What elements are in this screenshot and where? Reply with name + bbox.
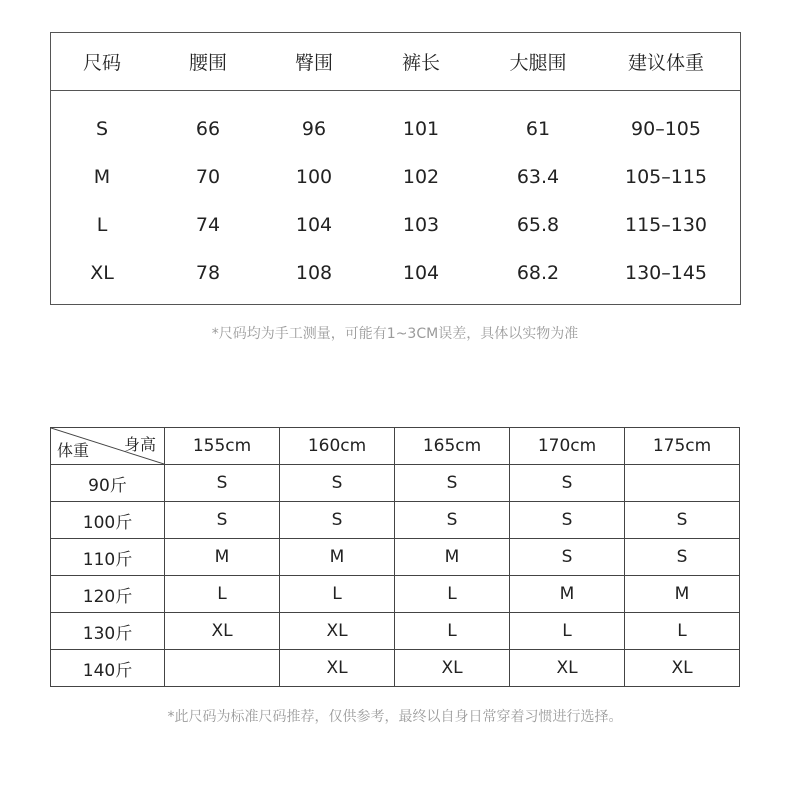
size-recommendation: XL	[280, 650, 395, 687]
hip-cell: 100	[295, 166, 333, 188]
size-recommendation: M	[165, 539, 280, 576]
size-recommendation: S	[395, 465, 510, 502]
size-recommendation	[165, 650, 280, 687]
weight-label: 130斤	[51, 613, 165, 650]
size-cell: L	[96, 214, 108, 236]
height-header: 155cm	[165, 428, 280, 465]
recommendation-note: *此尺码为标准尺码推荐，仅供参考，最终以自身日常穿着习惯进行选择。	[167, 709, 623, 725]
thigh-cell: 68.2	[516, 262, 560, 284]
size-recommendation: XL	[165, 613, 280, 650]
size-recommendation: M	[625, 576, 740, 613]
corner-height-label: 身高	[123, 435, 156, 454]
height-header: 160cm	[280, 428, 395, 465]
size-recommendation: L	[510, 613, 625, 650]
weight-label: 100斤	[51, 502, 165, 539]
length-cell: 104	[402, 262, 440, 284]
header-length: 裤长	[401, 52, 441, 74]
size-recommendation: XL	[395, 650, 510, 687]
header-size: 尺码	[82, 52, 122, 74]
waist-cell: 78	[195, 262, 221, 284]
size-cell: XL	[90, 262, 114, 284]
measurement-note: *尺码均为手工测量，可能有1~3CM误差，具体以实物为准	[211, 326, 579, 342]
weight-cell: 115–130	[624, 214, 708, 236]
size-row-xl	[51, 249, 740, 297]
corner-weight-label: 体重	[57, 441, 90, 460]
waist-cell: 66	[195, 118, 221, 140]
size-recommendation: S	[280, 502, 395, 539]
corner-cell	[51, 428, 165, 465]
length-cell: 101	[402, 118, 440, 140]
height-header: 175cm	[625, 428, 740, 465]
header-thigh: 大腿围	[509, 52, 567, 74]
weight-row	[51, 613, 740, 650]
size-chart	[50, 32, 741, 305]
size-recommendation: S	[510, 539, 625, 576]
header-weight: 建议体重	[627, 52, 705, 74]
waist-cell: 70	[195, 166, 221, 188]
size-recommendation: S	[165, 465, 280, 502]
size-chart-header-row	[51, 33, 740, 91]
header-hip: 臀围	[294, 52, 334, 74]
weight-cell: 90–105	[631, 118, 701, 140]
size-recommendation: M	[510, 576, 625, 613]
weight-row	[51, 465, 740, 502]
size-cell: M	[93, 166, 111, 188]
size-recommendation: XL	[280, 613, 395, 650]
size-recommendation: M	[280, 539, 395, 576]
waist-cell: 74	[195, 214, 221, 236]
size-recommendation: XL	[625, 650, 740, 687]
weight-row	[51, 539, 740, 576]
weight-label: 140斤	[51, 650, 165, 687]
hip-cell: 96	[301, 118, 327, 140]
size-recommendation: S	[625, 502, 740, 539]
weight-label: 110斤	[51, 539, 165, 576]
size-recommendation: L	[280, 576, 395, 613]
size-recommendation: S	[395, 502, 510, 539]
thigh-cell: 61	[525, 118, 551, 140]
weight-label: 120斤	[51, 576, 165, 613]
weight-cell: 105–115	[624, 166, 708, 188]
weight-cell: 130–145	[624, 262, 708, 284]
length-cell: 102	[402, 166, 440, 188]
size-recommendation: XL	[510, 650, 625, 687]
size-recommendation: S	[510, 465, 625, 502]
weight-label: 90斤	[51, 465, 165, 502]
size-recommendation: S	[625, 539, 740, 576]
size-recommendation: L	[625, 613, 740, 650]
hip-cell: 104	[295, 214, 333, 236]
size-cell: S	[95, 118, 109, 140]
size-row-m	[51, 153, 740, 201]
size-recommendation: L	[165, 576, 280, 613]
weight-row	[51, 502, 740, 539]
height-header: 165cm	[395, 428, 510, 465]
hip-cell: 108	[295, 262, 333, 284]
size-recommendation: M	[395, 539, 510, 576]
height-header-row	[51, 428, 740, 465]
height-header: 170cm	[510, 428, 625, 465]
size-recommendation: S	[165, 502, 280, 539]
size-row-s	[51, 105, 740, 153]
size-recommendation	[625, 465, 740, 502]
size-recommendation: S	[280, 465, 395, 502]
size-row-l	[51, 201, 740, 249]
size-recommendation: S	[510, 502, 625, 539]
weight-row	[51, 576, 740, 613]
size-recommendation-table	[50, 427, 740, 687]
weight-row	[51, 650, 740, 687]
size-recommendation: L	[395, 576, 510, 613]
size-recommendation: L	[395, 613, 510, 650]
length-cell: 103	[402, 214, 440, 236]
header-waist: 腰围	[188, 52, 228, 74]
thigh-cell: 65.8	[516, 214, 560, 236]
thigh-cell: 63.4	[516, 166, 560, 188]
